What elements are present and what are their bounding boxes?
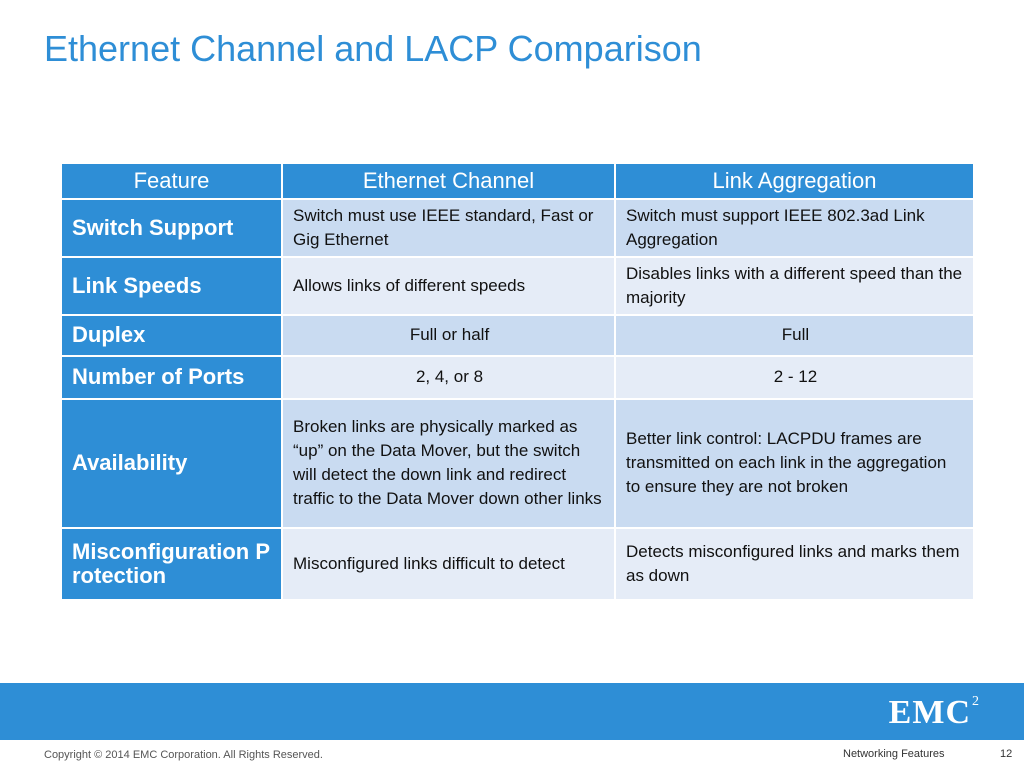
ethernet-channel-cell: Allows links of different speeds	[282, 257, 615, 315]
column-header-link-aggregation: Link Aggregation	[615, 163, 974, 199]
table-row	[61, 257, 974, 315]
feature-cell: Number of Ports	[61, 356, 282, 399]
column-header-feature: Feature	[61, 163, 282, 199]
link-aggregation-cell: Detects misconfigured links and marks them as down	[615, 528, 974, 600]
slide-title: Ethernet Channel and LACP Comparison	[44, 28, 702, 69]
ethernet-channel-cell: Misconfigured links difficult to detect	[282, 528, 615, 600]
ethernet-channel-cell: 2, 4, or 8	[282, 356, 615, 399]
ethernet-channel-cell: Switch must use IEEE standard, Fast or Gig Ethernet	[282, 199, 615, 257]
table-header-row	[61, 163, 974, 199]
feature-cell: Availability	[61, 399, 282, 528]
link-aggregation-cell: Disables links with a different speed than the majority	[615, 257, 974, 315]
feature-cell: Misconfiguration Protection	[61, 528, 282, 600]
feature-cell: Switch Support	[61, 199, 282, 257]
table-row	[61, 199, 974, 257]
table-row	[61, 528, 974, 600]
emc-logo	[889, 694, 980, 732]
link-aggregation-cell: Full	[615, 315, 974, 356]
ethernet-channel-cell: Broken links are physically marked as “up” on the Data Mover, but the switch will detect the down link and redirect traffic to the Data Mover down other links	[282, 399, 615, 528]
link-aggregation-cell: Better link control: LACPDU frames are transmitted on each link in the aggregation to ensure they are not broken	[615, 399, 974, 528]
footer-band	[0, 683, 1024, 740]
feature-cell: Link Speeds	[61, 257, 282, 315]
copyright-text: Copyright © 2014 EMC Corporation. All Rights Reserved.	[44, 749, 323, 761]
table-row	[61, 315, 974, 356]
page-number: 12	[1000, 748, 1013, 760]
link-aggregation-cell: 2 - 12	[615, 356, 974, 399]
ethernet-channel-cell: Full or half	[282, 315, 615, 356]
table-row	[61, 356, 974, 399]
feature-cell: Duplex	[61, 315, 282, 356]
logo-text: EMC	[888, 694, 971, 731]
column-header-ethernet-channel: Ethernet Channel	[282, 163, 615, 199]
logo-superscript: 2	[972, 693, 980, 709]
table-row	[61, 399, 974, 528]
section-name: Networking Features	[843, 748, 945, 760]
link-aggregation-cell: Switch must support IEEE 802.3ad Link Aggregation	[615, 199, 974, 257]
comparison-table	[60, 162, 975, 601]
